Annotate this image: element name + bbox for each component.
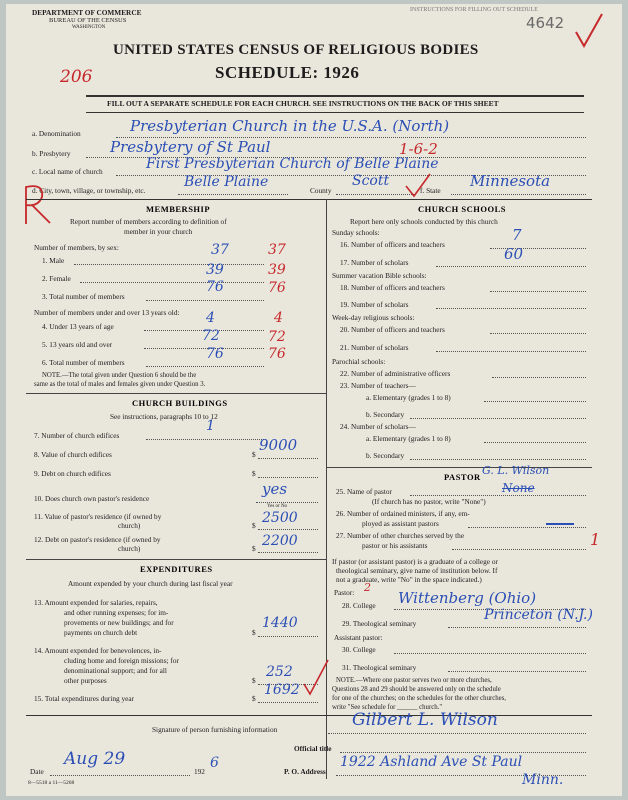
- q10-value[interactable]: yes: [262, 480, 288, 498]
- q30-line: [394, 653, 586, 654]
- denomination-label: a. Denomination: [32, 129, 81, 138]
- dollar-sign: $: [252, 544, 256, 553]
- q7-value[interactable]: 1: [206, 418, 215, 434]
- q18-label: 18. Number of officers and teachers: [340, 283, 445, 292]
- q22-line: [492, 377, 586, 378]
- presbytery-label: b. Presbytery: [32, 149, 71, 158]
- red-two-mark: 2: [364, 581, 371, 594]
- q31-line: [448, 671, 586, 672]
- q11-label-2: church): [118, 521, 141, 530]
- q3-check: 76: [268, 280, 286, 296]
- schedule-title: SCHEDULE: 1926: [215, 63, 360, 82]
- q11-value[interactable]: 2500: [262, 510, 298, 526]
- q13-label-4: payments on church debt: [64, 628, 138, 637]
- official-title-label: Official title: [294, 744, 332, 753]
- frame-bottom: [26, 715, 592, 716]
- q26-dash: [546, 523, 574, 525]
- presbytery-value[interactable]: Presbytery of St Paul: [110, 138, 271, 156]
- dollar-sign: $: [252, 628, 256, 637]
- q24a-label: a. Elementary (grades 1 to 8): [366, 434, 451, 443]
- q24-label: 24. Number of scholars—: [340, 422, 416, 431]
- q12-label-2: church): [118, 544, 141, 553]
- q3-label: 3. Total number of members: [42, 292, 125, 301]
- po-address-label: P. O. Address: [284, 767, 326, 776]
- q29-line: [448, 627, 586, 628]
- q2-value[interactable]: 39: [206, 262, 224, 278]
- signature-value[interactable]: Gilbert L. Wilson: [352, 710, 498, 730]
- q27-label-2: pastor or his assistants: [362, 541, 428, 550]
- q12-value[interactable]: 2200: [262, 533, 298, 549]
- q17-label: 17. Number of scholars: [340, 258, 409, 267]
- q1-value[interactable]: 37: [211, 242, 229, 258]
- q10-label: 10. Does church own pastor's residence: [34, 494, 150, 503]
- q28-value[interactable]: Wittenberg (Ohio): [398, 589, 537, 607]
- q1-check: 37: [268, 242, 286, 258]
- q24a-line: [484, 442, 586, 443]
- local-name-label: c. Local name of church: [32, 167, 103, 176]
- official-title-line: [340, 752, 586, 753]
- q14-label: 14. Amount expended for benevolences, in-: [34, 646, 162, 655]
- form-number: 8—5518 a 11—5268: [28, 780, 75, 786]
- q25-line: [410, 495, 586, 496]
- red-check-mark: [404, 172, 432, 198]
- q19-line: [436, 308, 586, 309]
- pastor-note-3: for one of the churches; on the schedules for the other churches,: [332, 695, 507, 702]
- q6-label: 6. Total number of members: [42, 358, 125, 367]
- q16-label: 16. Number of officers and teachers: [340, 240, 445, 249]
- local-name-value[interactable]: First Presbyterian Church of Belle Plaine: [146, 156, 439, 172]
- q5-check: 72: [268, 329, 286, 345]
- q23a-label: a. Elementary (grades 1 to 8): [366, 393, 451, 402]
- q23-label: 23. Number of teachers—: [340, 381, 416, 390]
- year-value[interactable]: 6: [210, 755, 219, 771]
- q11-line: [258, 529, 318, 530]
- red-number: 206: [60, 67, 93, 87]
- rule: [86, 112, 584, 113]
- q2-check: 39: [268, 262, 286, 278]
- q26-label: 26. Number of ordained ministers, if any, em-: [336, 509, 470, 518]
- presbytery-code: 1-6-2: [399, 140, 438, 158]
- q25-label: 25. Name of pastor: [336, 487, 392, 496]
- q3-line: [146, 300, 264, 301]
- red-check-mark: [302, 656, 330, 696]
- form-title: UNITED STATES CENSUS OF RELIGIOUS BODIES: [113, 42, 479, 58]
- state-label: f. State: [420, 186, 441, 195]
- pastor-sublabel: Pastor:: [334, 588, 355, 597]
- bureau-city: WASHINGTON: [72, 25, 106, 30]
- sex-label: Number of members, by sex:: [34, 243, 119, 252]
- q20-line: [490, 333, 586, 334]
- membership-intro: Report number of members according to definition of: [70, 217, 227, 226]
- q25-struck-value: None: [502, 481, 535, 495]
- q13-label: 13. Amount expended for salaries, repairs,: [34, 598, 158, 607]
- membership-heading: MEMBERSHIP: [146, 204, 211, 214]
- q25-note: (If church has no pastor, write "None"): [372, 497, 486, 506]
- pastor-name-value[interactable]: G. L. Wilson: [482, 464, 550, 477]
- sunday-label: Sunday schools:: [332, 228, 380, 237]
- state-value[interactable]: Minnesota: [470, 172, 551, 190]
- q14-label-4: other purposes: [64, 676, 107, 685]
- pastor-note: NOTE.—Where one pastor serves two or more churches,: [336, 677, 492, 684]
- q30-label: 30. College: [342, 645, 376, 654]
- graduate-note-3: not a graduate, write "No" in the space indicated.): [336, 575, 482, 584]
- denomination-value[interactable]: Presbyterian Church in the U.S.A. (North): [130, 117, 450, 135]
- q12-line: [258, 552, 318, 553]
- city-line: [178, 194, 288, 195]
- q2-line: [80, 282, 264, 283]
- year-prefix: 192: [194, 767, 205, 776]
- stamp-number: 4642: [526, 14, 565, 32]
- county-value[interactable]: Scott: [352, 173, 390, 189]
- q8-label: 8. Value of church edifices: [34, 450, 112, 459]
- q23a-line: [484, 401, 586, 402]
- pastor-note-4: write "See schedule for ______ church.": [332, 704, 443, 711]
- q15-line: [258, 702, 318, 703]
- city-label: d. City, town, village, or township, etc.: [32, 186, 146, 195]
- q7-line: [146, 439, 264, 440]
- q3-value[interactable]: 76: [206, 279, 224, 295]
- q1-line: [74, 264, 264, 265]
- q4-check: 4: [274, 310, 283, 326]
- q11-label: 11. Value of pastor's residence (if owned by: [34, 512, 162, 521]
- q6-check: 76: [268, 346, 286, 362]
- rule: [326, 467, 592, 468]
- q26-line: [468, 527, 586, 528]
- q12-label: 12. Debt on pastor's residence (if owned by: [34, 535, 161, 544]
- q13-label-2: and other running expenses; for im-: [64, 608, 169, 617]
- signature-label: Signature of person furnishing information: [152, 725, 278, 734]
- membership-note-2: same as the total of males and females given under Question 3.: [34, 381, 206, 388]
- q6-value[interactable]: 76: [206, 346, 224, 362]
- corner-heading: INSTRUCTIONS FOR FILLING OUT SCHEDULE: [410, 7, 538, 13]
- q9-label: 9. Debt on church edifices: [34, 469, 111, 478]
- rule: [86, 95, 584, 97]
- q8-line: [258, 458, 318, 459]
- po-address-value-2[interactable]: Minn.: [522, 772, 564, 788]
- date-label: Date: [30, 767, 44, 776]
- red-r-mark: [16, 179, 56, 229]
- dollar-sign: $: [252, 469, 256, 478]
- dollar-sign: $: [252, 694, 256, 703]
- q5-value[interactable]: 72: [202, 328, 220, 344]
- state-line: [451, 194, 586, 195]
- q29-value[interactable]: Princeton (N.J.): [484, 607, 593, 623]
- q27-value: 1: [590, 530, 601, 549]
- date-value[interactable]: Aug 29: [64, 749, 126, 769]
- q27-line: [452, 549, 586, 550]
- rule: [26, 393, 326, 394]
- pastor-note-2: Questions 28 and 29 should be answered only on the schedule: [332, 686, 501, 693]
- membership-intro-2: member in your church: [124, 227, 193, 236]
- q1-label: 1. Male: [42, 256, 65, 265]
- yes-no-hint: Yes or No: [267, 504, 288, 509]
- q8-value[interactable]: 9000: [259, 436, 298, 454]
- q13-line: [258, 636, 318, 637]
- q26-label-2: ployed as assistant pastors: [362, 519, 439, 528]
- rule: [26, 559, 326, 560]
- q4-value[interactable]: 4: [206, 310, 215, 326]
- q24b-label: b. Secondary: [366, 451, 405, 460]
- graduate-note-2: theological seminary, give name of institution below. If: [336, 566, 498, 575]
- q7-label: 7. Number of church edifices: [34, 431, 120, 440]
- county-label: County: [310, 186, 332, 195]
- dollar-sign: $: [252, 521, 256, 530]
- census-form: [6, 4, 622, 796]
- q14-label-3: denominational support; and for all: [64, 666, 167, 675]
- expenditures-sub: Amount expended by your church during last fiscal year: [68, 579, 233, 588]
- po-address-value[interactable]: 1922 Ashland Ave St Paul: [340, 754, 523, 770]
- q18-line: [490, 291, 586, 292]
- expenditures-heading: EXPENDITURES: [140, 564, 213, 574]
- q2-label: 2. Female: [42, 274, 71, 283]
- q15-value[interactable]: 1692: [264, 682, 300, 698]
- assistant-sublabel: Assistant pastor:: [334, 633, 383, 642]
- q31-label: 31. Theological seminary: [342, 663, 417, 672]
- q17-value[interactable]: 60: [504, 245, 524, 263]
- buildings-sub: See instructions, paragraphs 10 to 12: [110, 412, 218, 421]
- q17-line: [436, 266, 586, 267]
- q14-value[interactable]: 252: [266, 664, 293, 680]
- q21-label: 21. Number of scholars: [340, 343, 409, 352]
- q21-line: [436, 351, 586, 352]
- weekday-label: Week-day religious schools:: [332, 313, 415, 322]
- bureau-name: BUREAU OF THE CENSUS: [49, 17, 127, 24]
- dollar-sign: $: [252, 676, 256, 685]
- q29-label: 29. Theological seminary: [342, 619, 417, 628]
- q28-label: 28. College: [342, 601, 376, 610]
- dept-name: DEPARTMENT OF COMMERCE: [32, 8, 142, 17]
- instruction-text: FILL OUT A SEPARATE SCHEDULE FOR EACH CHURCH. SEE INSTRUCTIONS ON THE BACK OF THIS SHEET: [107, 99, 499, 108]
- q16-value[interactable]: 7: [512, 226, 522, 244]
- q6-line: [146, 366, 264, 367]
- q9-line: [258, 477, 318, 478]
- q5-label: 5. 13 years old and over: [42, 340, 113, 349]
- signature-line: [328, 733, 586, 734]
- schools-heading: CHURCH SCHOOLS: [418, 204, 506, 214]
- graduate-note: If pastor (or assistant pastor) is a graduate of a college or: [332, 557, 498, 566]
- red-check-mark: [574, 12, 604, 52]
- frame-top: [26, 199, 592, 200]
- city-value[interactable]: Belle Plaine: [184, 174, 269, 190]
- q24b-line: [410, 459, 586, 460]
- q23b-line: [410, 418, 586, 419]
- q4-label: 4. Under 13 years of age: [42, 322, 114, 331]
- summer-label: Summer vacation Bible schools:: [332, 271, 427, 280]
- q13-label-3: provements or new buildings; and for: [64, 618, 174, 627]
- buildings-heading: CHURCH BUILDINGS: [132, 398, 228, 408]
- q19-label: 19. Number of scholars: [340, 300, 409, 309]
- parochial-label: Parochial schools:: [332, 357, 386, 366]
- q13-value[interactable]: 1440: [262, 615, 298, 631]
- schools-intro: Report here only schools conducted by this church: [350, 217, 498, 226]
- q14-label-2: cluding home and foreign missions; for: [64, 656, 179, 665]
- q5-line: [144, 348, 264, 349]
- date-line: [50, 775, 190, 776]
- q15-label: 15. Total expenditures during year: [34, 694, 135, 703]
- membership-note: NOTE.—The total given under Question 6 should be the: [42, 372, 197, 379]
- dollar-sign: $: [252, 450, 256, 459]
- age-label: Number of members under and over 13 years old:: [34, 308, 180, 317]
- q23b-label: b. Secondary: [366, 410, 405, 419]
- q20-label: 20. Number of officers and teachers: [340, 325, 445, 334]
- q27-label: 27. Number of other churches served by the: [336, 531, 465, 540]
- q10-line: [256, 502, 318, 503]
- q22-label: 22. Number of administrative officers: [340, 369, 451, 378]
- pastor-heading: PASTOR: [444, 472, 481, 482]
